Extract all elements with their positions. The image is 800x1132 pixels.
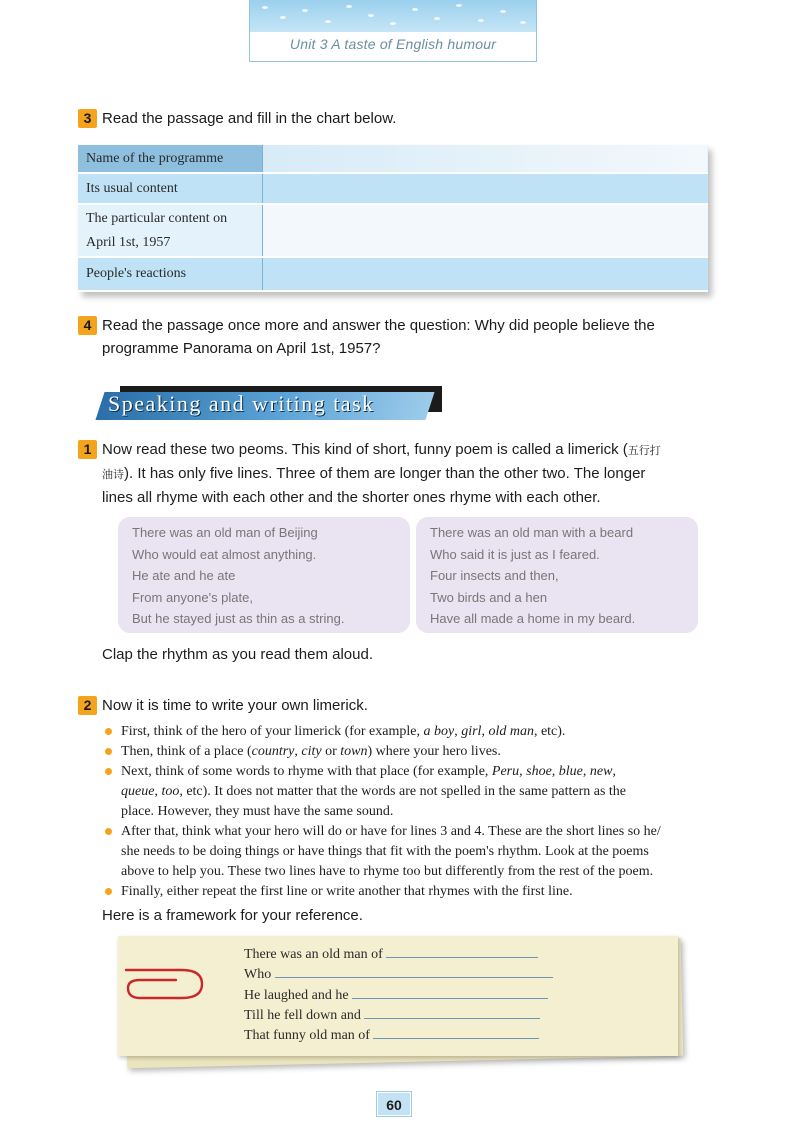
- speaking-task-1-text: [78, 438, 718, 509]
- chart-row-label: People's reactions: [78, 257, 262, 291]
- framework-note: [118, 936, 678, 1056]
- list-item: Next, think of some words to rhyme with that place (for example, Peru, shoe, blue, new, queue, too, etc). It does not matter that the words are not spelled in the same pattern as the place. However, they must have the same sound.: [104, 762, 716, 822]
- poem-line: Who would eat almost anything.: [132, 546, 317, 562]
- task-4-line: programme Panorama on April 1st, 1957?: [102, 340, 381, 357]
- chart-answer-cell[interactable]: [262, 204, 708, 257]
- bullet-dot-icon: [105, 748, 112, 755]
- chinese-term: 油诗: [102, 468, 124, 481]
- chart-row-label: Name of the programme: [78, 145, 262, 173]
- poem-line: There was an old man of Beijing: [132, 525, 318, 540]
- limerick-box: [118, 517, 410, 633]
- clap-instruction: Clap the rhythm as you read them aloud.: [102, 646, 373, 663]
- framework-line: Till he fell down and: [244, 1006, 553, 1026]
- chart-row-label-line: The particular content on: [86, 210, 228, 226]
- header-sky-decoration: [250, 0, 536, 32]
- chart-answer-cell[interactable]: [262, 173, 708, 204]
- framework-line: He laughed and he: [244, 986, 553, 1006]
- poem-line: He ate and he ate: [132, 568, 236, 583]
- fill-in-chart: [78, 145, 708, 292]
- writing-steps-list: [104, 722, 716, 902]
- poem-line: There was an old man with a beard: [430, 525, 634, 540]
- task-4: [78, 314, 728, 360]
- section-title: Speaking and writing task: [108, 391, 375, 416]
- chinese-term: 五行打: [627, 444, 661, 457]
- poem-line: Have all made a home in my beard.: [430, 611, 636, 626]
- speaking-task-2: [78, 694, 718, 717]
- framework-line: Who: [244, 965, 553, 985]
- poem-line: From anyone's plate,: [132, 589, 253, 605]
- poem-line: Two birds and a hen: [430, 589, 548, 605]
- blank-field[interactable]: [364, 1007, 540, 1019]
- framework-intro: Here is a framework for your reference.: [102, 907, 363, 924]
- chart-answer-cell[interactable]: [262, 145, 708, 173]
- task-3: [78, 107, 718, 130]
- chart-row: [78, 173, 708, 204]
- speaking-task-2-instruction: Now it is time to write your own limerick.: [102, 697, 368, 714]
- list-item: First, think of the hero of your limerick (for example, a boy, girl, old man, etc).: [104, 722, 716, 742]
- task-number-badge: 3: [78, 109, 97, 128]
- limerick-box: [416, 517, 698, 633]
- unit-header: [249, 0, 537, 62]
- task-number-badge: 1: [78, 440, 97, 459]
- section-banner: [100, 386, 444, 420]
- framework-line: That funny old man of: [244, 1026, 553, 1046]
- chart-row-label: [78, 204, 262, 257]
- chart-row-label: Its usual content: [78, 173, 262, 204]
- framework-line: There was an old man of: [244, 945, 553, 965]
- text-span: ). It has only five lines. Three of them are longer than the other two. The longer: [124, 465, 646, 482]
- blank-field[interactable]: [275, 966, 553, 978]
- blank-field[interactable]: [373, 1027, 539, 1039]
- page-number: 60: [377, 1092, 411, 1116]
- bullet-dot-icon: [105, 768, 112, 775]
- task-number-badge: 4: [78, 316, 97, 335]
- paper-clip-icon: [118, 936, 228, 1016]
- task-3-instruction: Read the passage and fill in the chart below.: [102, 110, 397, 127]
- framework-lines: [244, 945, 553, 1046]
- task-4-line: Read the passage once more and answer the question: Why did people believe the: [102, 317, 655, 334]
- list-item: After that, think what your hero will do or have for lines 3 and 4. These are the short lines so he/ she needs to be doing things or have things that fit with the poem's rhythm. Look at the poems above to help you. These two lines have to rhyme too but differently from the rest of the poem.: [104, 822, 716, 882]
- list-item: Then, think of a place (country, city or town) where your hero lives.: [104, 742, 716, 762]
- bullet-dot-icon: [105, 728, 112, 735]
- poem-line: But he stayed just as thin as a string.: [132, 611, 345, 626]
- chart-row: [78, 204, 708, 257]
- poem-line: Four insects and then,: [430, 568, 559, 583]
- chart-row: [78, 257, 708, 291]
- list-item: Finally, either repeat the first line or write another that rhymes with the first line.: [104, 882, 716, 902]
- task-number-badge: 2: [78, 696, 97, 715]
- speaking-task-1: [78, 438, 718, 509]
- blank-field[interactable]: [386, 946, 538, 958]
- text-span: Now read these two peoms. This kind of short, funny poem is called a limerick (: [102, 441, 628, 458]
- chart-row: [78, 145, 708, 173]
- bullet-dot-icon: [105, 888, 112, 895]
- bullet-dot-icon: [105, 828, 112, 835]
- chart-row-label-line: April 1st, 1957: [86, 234, 171, 250]
- text-span: lines all rhyme with each other and the shorter ones rhyme with each other.: [102, 489, 601, 506]
- poem-line: Who said it is just as I feared.: [430, 546, 600, 562]
- blank-field[interactable]: [352, 987, 548, 999]
- unit-title: Unit 3 A taste of English humour: [289, 36, 497, 52]
- chart-answer-cell[interactable]: [262, 257, 708, 291]
